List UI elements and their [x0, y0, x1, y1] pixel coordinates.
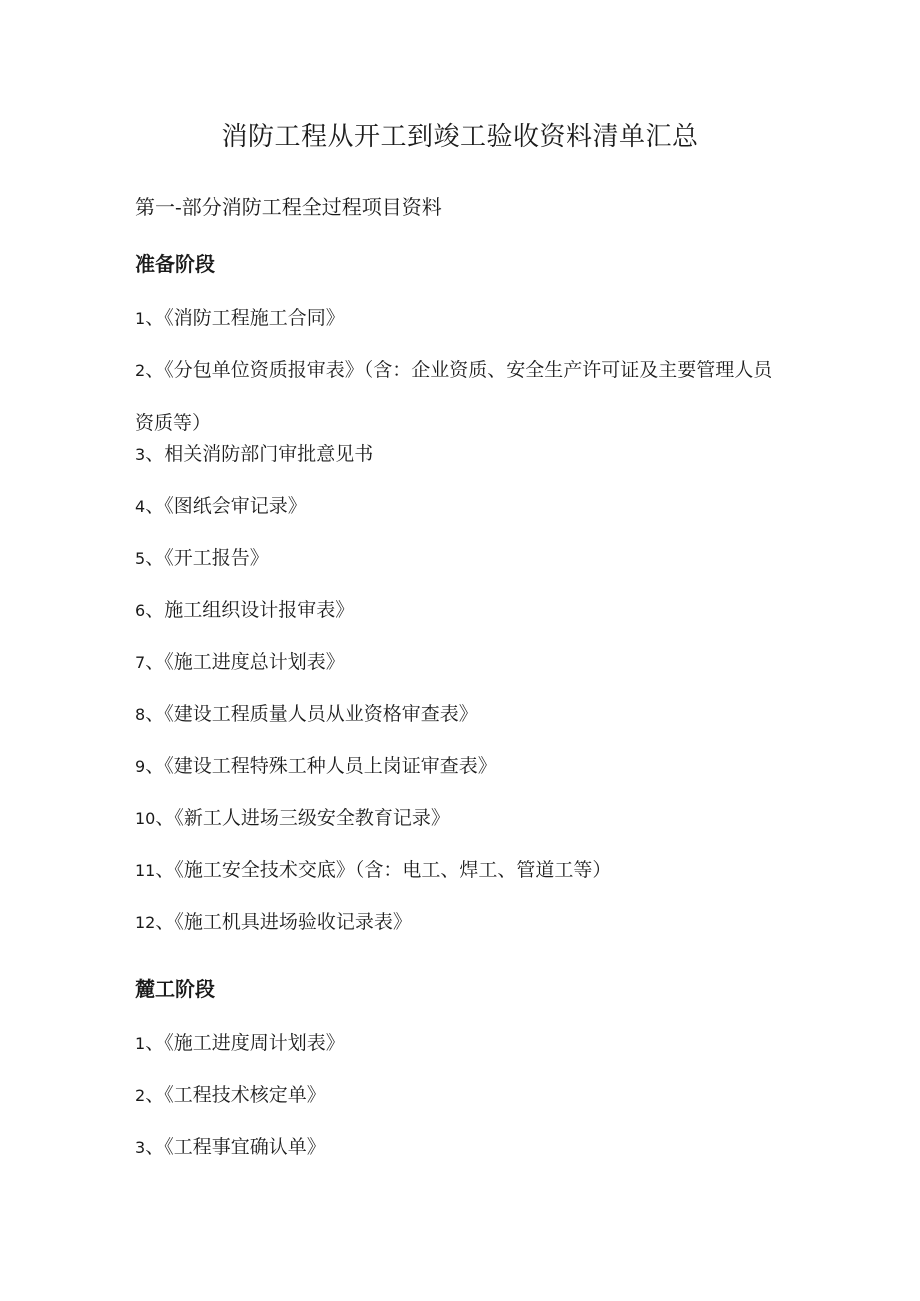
- list-item: 2、《工程技术核定单》: [135, 1084, 326, 1106]
- list-item: 3、《工程事宜确认单》: [135, 1136, 326, 1158]
- list-item: 2、《分包单位资质报审表》（含：企业资质、安全生产许可证及主要管理人员资质等）: [135, 359, 773, 434]
- list-item: 4、《图纸会审记录》: [135, 495, 307, 517]
- list-item: 6、施工组织设计报审表》: [135, 599, 355, 621]
- list-item: 5、《开工报告》: [135, 547, 269, 569]
- list-item: 9、《建设工程特殊工种人员上岗证审查表》: [135, 755, 497, 777]
- list-item: 10、《新工人进场三级安全教育记录》: [135, 807, 450, 829]
- list-item: 12、《施工机具进场验收记录表》: [135, 911, 412, 933]
- stage-heading-preparation: 准备阶段: [135, 252, 215, 276]
- preparation-item-list: [135, 302, 785, 958]
- part-heading: 第一-部分消防工程全过程项目资料: [135, 195, 442, 219]
- list-item: 8、《建设工程质量人员从业资格审查表》: [135, 703, 478, 725]
- document-title: 消防工程从开工到竣工验收资料清单汇总: [221, 122, 699, 152]
- construction-item-list: [135, 1027, 345, 1183]
- list-item: 7、《施工进度总计划表》: [135, 651, 345, 673]
- stage-heading-construction: 麓工阶段: [135, 977, 215, 1001]
- list-item: 3、相关消防部门审批意见书: [135, 443, 374, 465]
- list-item: 1、《施工进度周计划表》: [135, 1032, 345, 1054]
- list-item: 1、《消防工程施工合同》: [135, 307, 345, 329]
- list-item: 11、《施工安全技术交底》（含：电工、焊工、管道工等）: [135, 859, 612, 881]
